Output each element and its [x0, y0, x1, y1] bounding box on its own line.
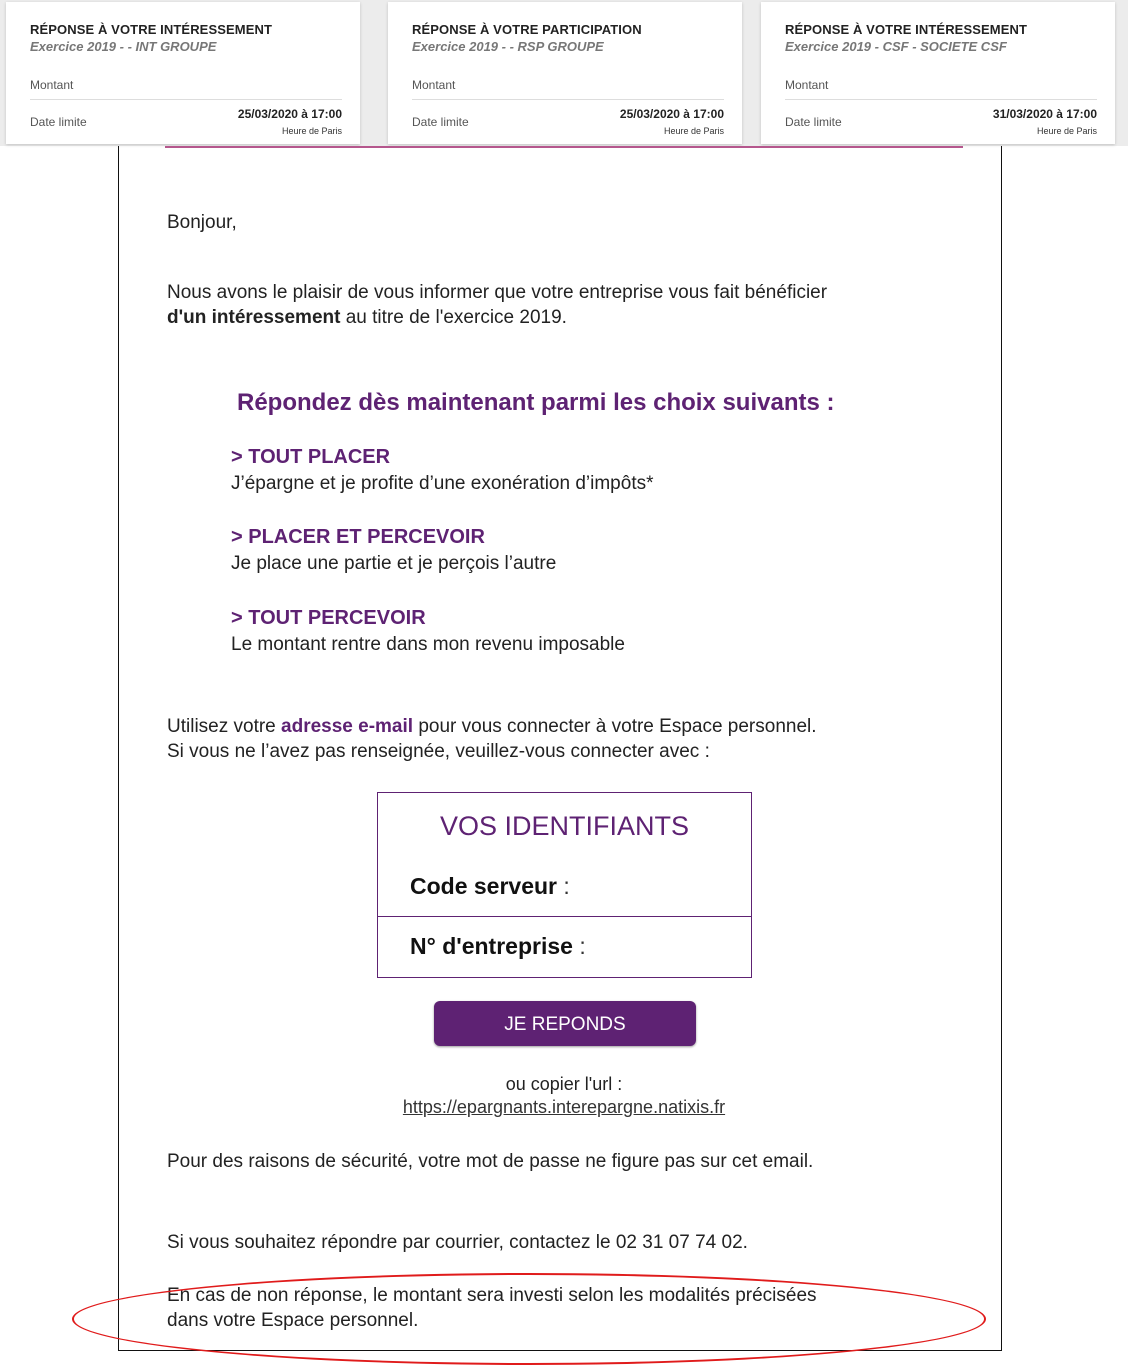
deadline-label: Date limite — [412, 115, 469, 129]
card-title: RÉPONSE À VOTRE INTÉRESSEMENT — [30, 22, 272, 37]
intro-line-2 — [167, 305, 567, 330]
credentials-title: VOS IDENTIFIANTS — [439, 811, 690, 841]
timezone-note: Heure de Paris — [663, 126, 724, 136]
amount-label: Montant — [412, 78, 456, 92]
deadline-value: 25/03/2020 à 17:00 — [619, 107, 724, 121]
credentials-divider — [378, 916, 751, 917]
card-subtitle: Exercice 2019 - - INT GROUPE — [30, 39, 217, 54]
card-title: RÉPONSE À VOTRE INTÉRESSEMENT — [785, 22, 1027, 37]
divider — [412, 99, 724, 100]
option-desc-placer-percevoir: Je place une partie et je perçois l’autre — [231, 553, 557, 574]
option-desc-tout-placer: J’épargne et je profite d’une exonération d’impôts* — [231, 473, 654, 494]
login-post: pour vous connecter à votre Espace personnel. — [413, 716, 817, 737]
credentials-box — [377, 792, 752, 978]
deadline-value: 31/03/2020 à 17:00 — [992, 107, 1097, 121]
card-participation-rsp[interactable] — [388, 2, 742, 144]
server-code-colon: : — [563, 873, 570, 899]
company-no-label: N° d'entreprise — [410, 933, 573, 959]
email-top-rule — [165, 146, 963, 148]
noreply-line-1: En cas de non réponse, le montant sera investi selon les modalités précisées — [167, 1285, 817, 1306]
server-code-label: Code serveur — [410, 873, 558, 899]
noreply-line-2: dans votre Espace personnel. — [167, 1310, 419, 1331]
portal-url-link[interactable]: https://epargnants.interepargne.natixis.fr — [402, 1097, 726, 1117]
timezone-note: Heure de Paris — [1036, 126, 1097, 136]
deadline-label: Date limite — [785, 115, 842, 129]
choices-heading: Répondez dès maintenant parmi les choix suivants : — [237, 389, 835, 416]
login-pre: Utilisez votre — [167, 716, 282, 737]
card-interessement-int[interactable] — [6, 2, 360, 144]
red-annotation-ellipse — [72, 1273, 986, 1365]
timezone-note: Heure de Paris — [281, 126, 342, 136]
intro-bold: d'un intéressement — [167, 307, 341, 328]
login-line-1 — [167, 714, 817, 739]
security-note: Pour des raisons de sécurité, votre mot de passe ne figure pas sur cet email. — [167, 1151, 814, 1172]
card-title: RÉPONSE À VOTRE PARTICIPATION — [412, 22, 642, 37]
summary-cards — [0, 0, 1128, 146]
card-interessement-csf[interactable] — [761, 2, 1115, 144]
email-address-highlight: adresse e-mail — [281, 716, 414, 737]
option-label-placer-percevoir: > PLACER ET PERCEVOIR — [231, 526, 485, 548]
deadline-label: Date limite — [30, 115, 87, 129]
je-reponds-button[interactable]: JE REPONDS — [434, 1001, 696, 1046]
option-desc-tout-percevoir: Le montant rentre dans mon revenu imposable — [231, 634, 625, 655]
greeting: Bonjour, — [167, 212, 237, 233]
copy-url-label: ou copier l'url : — [505, 1074, 623, 1094]
divider — [30, 99, 342, 100]
company-no-row — [410, 933, 586, 960]
deadline-value: 25/03/2020 à 17:00 — [237, 107, 342, 121]
login-line-2: Si vous ne l’avez pas renseignée, veuillez-vous connecter avec : — [167, 741, 710, 762]
intro-rest: au titre de l'exercice 2019. — [340, 307, 567, 328]
card-subtitle: Exercice 2019 - CSF - SOCIETE CSF — [785, 39, 1007, 54]
option-label-tout-placer: > TOUT PLACER — [231, 446, 391, 468]
amount-label: Montant — [30, 78, 74, 92]
company-no-colon: : — [579, 933, 586, 959]
server-code-row — [410, 873, 570, 900]
mail-contact: Si vous souhaitez répondre par courrier, contactez le 02 31 07 74 02. — [167, 1232, 748, 1253]
divider — [785, 99, 1097, 100]
url-row — [0, 1097, 1128, 1118]
intro-line-1: Nous avons le plaisir de vous informer que votre entreprise vous fait bénéficier — [167, 282, 828, 303]
option-label-tout-percevoir: > TOUT PERCEVOIR — [231, 607, 426, 629]
amount-label: Montant — [785, 78, 829, 92]
card-subtitle: Exercice 2019 - - RSP GROUPE — [412, 39, 604, 54]
